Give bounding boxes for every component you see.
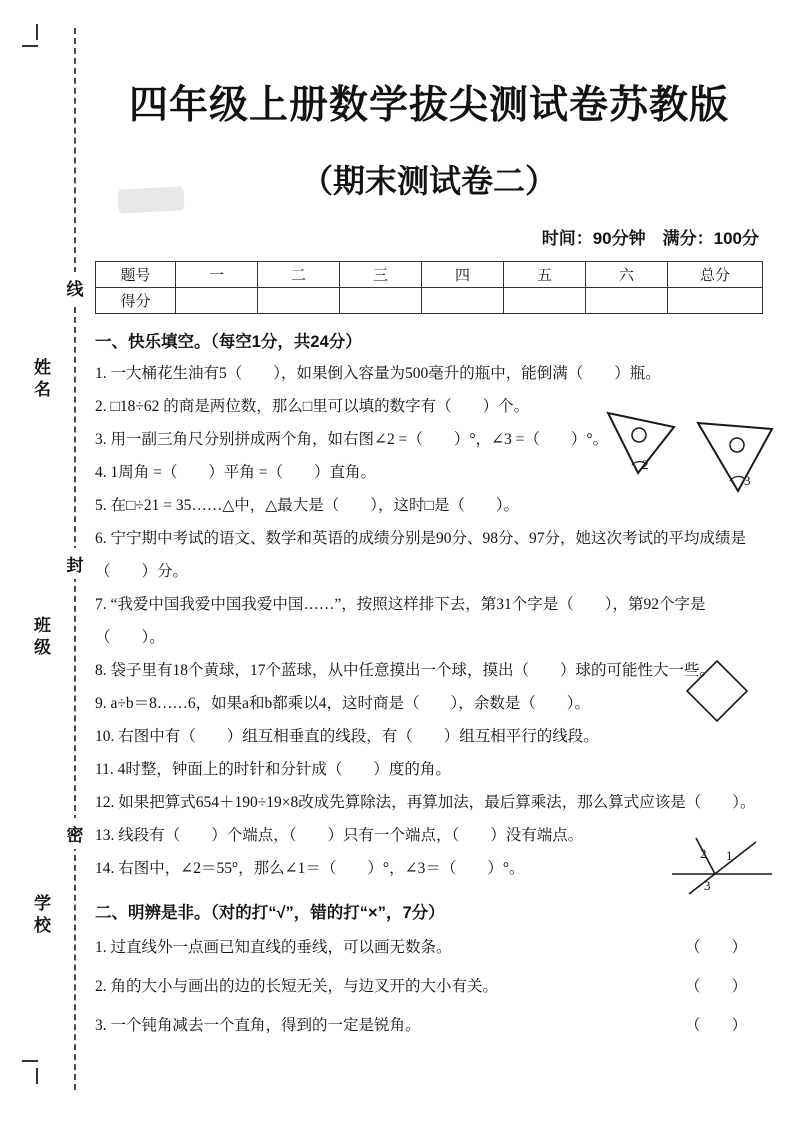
section1-heading-note: （每空1分，共24分）: [210, 333, 362, 351]
fill-item-5: 5. 在□÷21 = 35……△中，△最大是（ ），这时□是（ ）。: [95, 497, 520, 514]
student-name-label: 姓名: [31, 358, 50, 402]
fill-item-10: 10. 右图中有（ ）组互相垂直的线段，有（ ）组互相平行的线段。: [95, 728, 599, 745]
paper-content: [95, 58, 763, 1045]
tf-item-1: [95, 928, 747, 967]
q3-left-triangle: [608, 413, 674, 473]
tf-item-bracket: （ ）: [684, 978, 747, 995]
fill-item-3: 3. 用一副三角尺分别拼成两个角，如右图∠2 =（ ）°，∠3 =（ ）°。: [95, 431, 609, 448]
section1-heading: [95, 327, 763, 357]
tf-item-text: 1. 过直线外一点画已知直线的垂线，可以画无数条。: [95, 939, 452, 956]
tf-item-bracket: （ ）: [684, 1017, 747, 1034]
score-header-cell: 二: [258, 262, 340, 288]
score-empty-cell: [176, 288, 258, 314]
fill-item-11: 11. 4时整，钟面上的时针和分针成（ ）度的角。: [95, 761, 451, 778]
score-header-cell: 五: [504, 262, 586, 288]
crop-mark-bottom-left-v: [36, 1068, 38, 1084]
seal-char-feng: 封: [63, 548, 87, 579]
tf-item-3: [95, 1006, 747, 1045]
fill-item-7: 7. “我爱中国我爱中国我爱中国……”，按照这样排下去，第31个字是（ ），第92个字是（ ）。: [95, 596, 706, 646]
crop-mark-top-left-h: [22, 45, 38, 47]
fill-item-8: 8. 袋子里有18个黄球，17个蓝球，从中任意摸出一个球，摸出（ ）球的可能性大一些。: [95, 662, 716, 679]
score-empty-cell: [668, 288, 763, 314]
section2-items: [95, 928, 763, 1045]
fill-item-6: 6. 宁宁期中考试的语文、数学和英语的成绩分别是90分、98分、97分，她这次考试的平均成绩是（ ）分。: [95, 530, 747, 580]
score-header-cell: 题号: [96, 262, 176, 288]
q14-angle2-label: 2: [700, 846, 707, 861]
tf-item-bracket: （ ）: [684, 939, 747, 956]
q14-angle3-label: 3: [704, 878, 711, 893]
section1-heading-text: 一、快乐填空。: [95, 333, 211, 351]
section2-heading-text: 二、明辨是非。: [95, 904, 211, 922]
q3-right-triangle: [698, 423, 772, 491]
score-row-label: 得分: [96, 288, 176, 314]
fill-item-1: 1. 一大桶花生油有5（ ），如果倒入容量为500毫升的瓶中，能倒满（ ）瓶。: [95, 365, 661, 382]
q10-rhombus: [687, 661, 747, 721]
crop-mark-bottom-left-h: [22, 1060, 38, 1062]
score-empty-cell: [504, 288, 586, 314]
score-header-cell: 三: [340, 262, 422, 288]
tf-item-2: [95, 967, 747, 1006]
q10-rhombus-figure: [686, 660, 748, 722]
q3-left-angle-label: 2: [642, 457, 649, 472]
fill-item-13: 13. 线段有（ ）个端点，（ ）只有一个端点，（ ）没有端点。: [95, 827, 584, 844]
score-empty-cell: [422, 288, 504, 314]
crop-mark-top-left-v: [36, 24, 38, 40]
score-header-cell: 总分: [668, 262, 763, 288]
q3-right-triangle-hole: [730, 438, 744, 452]
fill-item-2: 2. □18÷62 的商是两位数，那么□里可以填的数字有（ ）个。: [95, 398, 530, 415]
time-and-score-info: 时间：90分钟 满分：100分: [541, 229, 759, 248]
section2-heading: [95, 898, 763, 928]
score-table-score-row: [96, 288, 763, 314]
q3-left-triangle-hole: [632, 428, 646, 442]
fill-item-14: 14. 右图中，∠2＝55°，那么∠1＝（ ）°，∠3＝（ ）°。: [95, 860, 525, 877]
q14-angle1-label: 1: [726, 848, 733, 863]
section2-heading-note: （对的打“√”，错的打“×”，7分）: [210, 904, 445, 922]
student-school-label: 学校: [31, 894, 50, 938]
paper-title: 四年级上册数学拔尖测试卷苏教版: [128, 84, 729, 127]
seal-char-line: 线: [63, 272, 87, 303]
student-class-label: 班级: [31, 616, 50, 660]
score-empty-cell: [586, 288, 668, 314]
score-empty-cell: [258, 288, 340, 314]
q3-right-angle-label: 3: [744, 473, 751, 488]
fill-item-9: 9. a÷b＝8……6，如果a和b都乘以4，这时商是（ ），余数是（ ）。: [95, 695, 591, 712]
fill-item-4: 4. 1周角 =（ ）平角 =（ ）直角。: [95, 464, 376, 481]
tf-item-text: 2. 角的大小与画出的边的长短无关，与边叉开的大小有关。: [95, 978, 499, 995]
score-table: [95, 261, 763, 314]
seal-char-mi: 密: [63, 818, 87, 849]
score-table-header-row: [96, 262, 763, 288]
q3-triangles-figure: [598, 405, 776, 501]
score-header-cell: 一: [176, 262, 258, 288]
tf-item-text: 3. 一个钝角减去一个直角，得到的一定是锐角。: [95, 1017, 421, 1034]
score-empty-cell: [340, 288, 422, 314]
q14-angles-figure: [672, 832, 774, 896]
score-header-cell: 六: [586, 262, 668, 288]
paper-subtitle: （期末测试卷二）: [300, 163, 557, 199]
score-header-cell: 四: [422, 262, 504, 288]
fill-item-12: 12. 如果把算式654＋190÷19×8改成先算除法，再算加法，最后算乘法，那么算式应该是（ ）。: [95, 794, 756, 811]
